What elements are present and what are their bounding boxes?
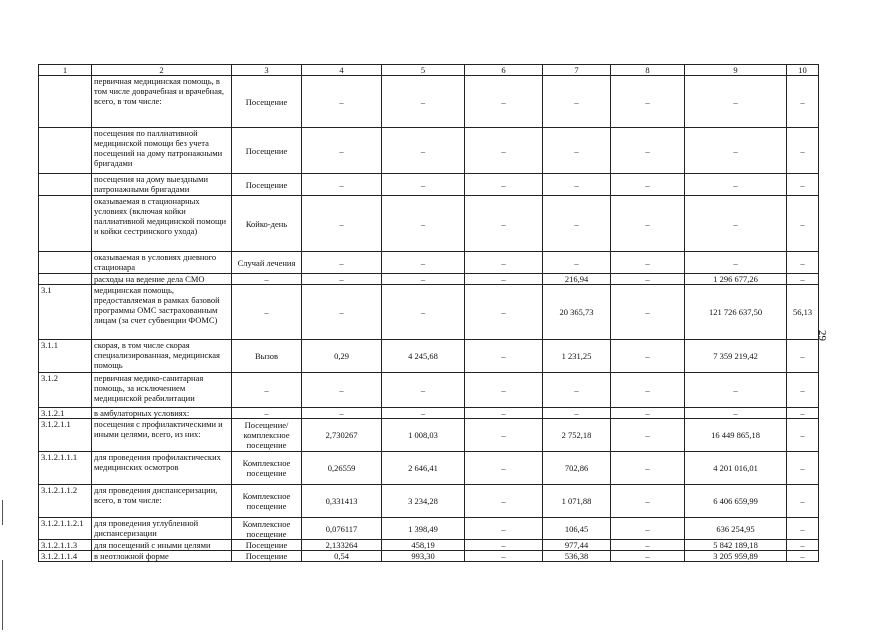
cell-col5: – [382, 128, 465, 174]
cell-unit: – [232, 274, 302, 285]
cell-name: скорая, в том числе скорая специализированная, медицинская помощь [92, 340, 232, 373]
cell-col4: – [302, 408, 382, 419]
cell-unit: Посещение [232, 76, 302, 128]
cell-col5: 4 245,68 [382, 340, 465, 373]
cell-col8: – [611, 551, 685, 562]
cell-col8: – [611, 340, 685, 373]
cell-name: в неотложной форме [92, 551, 232, 562]
cell-name: посещения с профилактическими и иными целями, всего, из них: [92, 419, 232, 452]
cell-col4: – [302, 196, 382, 252]
col-header-2: 2 [92, 65, 232, 76]
binding-edge [0, 0, 6, 640]
cell-col9: 1 296 677,26 [685, 274, 787, 285]
cell-col10: – [787, 419, 819, 452]
table-row [39, 174, 819, 196]
cell-col6: – [465, 419, 543, 452]
table-row [39, 419, 819, 452]
cell-name: для проведения диспансеризации, всего, в том числе: [92, 485, 232, 518]
cell-name: посещения на дому выездными патронажными бригадами [92, 174, 232, 196]
cell-name: расходы на ведение дела СМО [92, 274, 232, 285]
cell-col5: – [382, 252, 465, 274]
cell-name: в амбулаторных условиях: [92, 408, 232, 419]
col-header-6: 6 [465, 65, 543, 76]
cell-code: 3.1.2.1 [39, 408, 92, 419]
cell-name: оказываемая в условиях дневного стационара [92, 252, 232, 274]
cell-col6: – [465, 518, 543, 540]
table-row [39, 373, 819, 408]
header-row [39, 65, 819, 76]
cell-col8: – [611, 285, 685, 340]
cell-col6: – [465, 128, 543, 174]
cell-col4: 0,076117 [302, 518, 382, 540]
cell-col5: 458,19 [382, 540, 465, 551]
cell-col7: 106,45 [543, 518, 611, 540]
cell-col9: 636 254,95 [685, 518, 787, 540]
page-number: 29 [816, 330, 828, 341]
cell-col8: – [611, 373, 685, 408]
col-header-9: 9 [685, 65, 787, 76]
col-header-4: 4 [302, 65, 382, 76]
cell-unit: – [232, 285, 302, 340]
cell-col9: 6 406 659,99 [685, 485, 787, 518]
cell-code: 3.1.2 [39, 373, 92, 408]
cell-col9: – [685, 76, 787, 128]
cell-col10: – [787, 518, 819, 540]
cell-unit: Посещение [232, 128, 302, 174]
cell-unit: Посещение [232, 551, 302, 562]
cell-col10: – [787, 408, 819, 419]
cell-col4: – [302, 76, 382, 128]
cell-col8: – [611, 485, 685, 518]
cell-code: 3.1 [39, 285, 92, 340]
cell-col8: – [611, 518, 685, 540]
cell-col5: – [382, 76, 465, 128]
cell-col10: – [787, 196, 819, 252]
cell-col7: – [543, 252, 611, 274]
cell-col7: 702,86 [543, 452, 611, 485]
cell-col4: – [302, 274, 382, 285]
cell-col8: – [611, 274, 685, 285]
table-row [39, 408, 819, 419]
cell-col8: – [611, 252, 685, 274]
table-row [39, 518, 819, 540]
cell-col7: – [543, 373, 611, 408]
cell-code: 3.1.2.1.1 [39, 419, 92, 452]
cell-col8: – [611, 408, 685, 419]
cell-col7: 2 752,18 [543, 419, 611, 452]
col-header-10: 10 [787, 65, 819, 76]
cell-code [39, 274, 92, 285]
cell-code [39, 128, 92, 174]
cell-col5: 3 234,28 [382, 485, 465, 518]
cell-col7: 216,94 [543, 274, 611, 285]
col-header-7: 7 [543, 65, 611, 76]
cell-name: посещения по паллиативной медицинской помощи без учета посещений на дому патронажными бригадами [92, 128, 232, 174]
cell-col9: 16 449 865,18 [685, 419, 787, 452]
cell-col6: – [465, 174, 543, 196]
cell-col5: – [382, 196, 465, 252]
cell-col4: 0,26559 [302, 452, 382, 485]
cell-col9: – [685, 252, 787, 274]
cell-col8: – [611, 76, 685, 128]
cell-code: 3.1.1 [39, 340, 92, 373]
cell-col9: 3 205 959,89 [685, 551, 787, 562]
cell-col7: 20 365,73 [543, 285, 611, 340]
cell-col10: – [787, 340, 819, 373]
cell-col6: – [465, 485, 543, 518]
cell-name: для проведения углубленной диспансеризации [92, 518, 232, 540]
cell-col9: 121 726 637,50 [685, 285, 787, 340]
cell-unit: Вызов [232, 340, 302, 373]
table-row [39, 485, 819, 518]
cell-col6: – [465, 285, 543, 340]
cell-code [39, 174, 92, 196]
cell-col5: – [382, 174, 465, 196]
cell-unit: Посещение [232, 540, 302, 551]
cell-col6: – [465, 252, 543, 274]
cell-code [39, 196, 92, 252]
cell-col4: – [302, 128, 382, 174]
cell-col10: – [787, 174, 819, 196]
cell-col6: – [465, 452, 543, 485]
cell-col10: 56,13 [787, 285, 819, 340]
cell-col7: – [543, 408, 611, 419]
cell-col6: – [465, 340, 543, 373]
cell-col10: – [787, 252, 819, 274]
cell-col7: 977,44 [543, 540, 611, 551]
cell-col6: – [465, 408, 543, 419]
cell-unit: – [232, 373, 302, 408]
cell-col10: – [787, 485, 819, 518]
cell-col4: – [302, 252, 382, 274]
cell-col5: 1 398,49 [382, 518, 465, 540]
table-row [39, 340, 819, 373]
cell-col9: 4 201 016,01 [685, 452, 787, 485]
cell-name: для проведения профилактических медицинских осмотров [92, 452, 232, 485]
table-row [39, 76, 819, 128]
cell-unit: Комплексное посещение [232, 452, 302, 485]
cell-col7: 1 071,88 [543, 485, 611, 518]
cell-code: 3.1.2.1.1.3 [39, 540, 92, 551]
cell-code [39, 76, 92, 128]
cell-col9: – [685, 373, 787, 408]
cell-code [39, 252, 92, 274]
cell-name: оказываемая в стационарных условиях (включая койки паллиативной медицинской помощи и койки сестринского ухода) [92, 196, 232, 252]
cell-col9: – [685, 128, 787, 174]
cell-col10: – [787, 540, 819, 551]
cell-col9: – [685, 408, 787, 419]
cell-name: первичная медико-санитарная помощь, за исключением медицинской реабилитации [92, 373, 232, 408]
data-table [38, 64, 819, 562]
cell-col9: – [685, 174, 787, 196]
cell-col5: 993,30 [382, 551, 465, 562]
cell-col4: 2,730267 [302, 419, 382, 452]
cell-col4: – [302, 174, 382, 196]
cell-col8: – [611, 452, 685, 485]
cell-unit: Комплексное посещение [232, 518, 302, 540]
cell-col6: – [465, 274, 543, 285]
cell-code: 3.1.2.1.1.2 [39, 485, 92, 518]
cell-col4: – [302, 285, 382, 340]
cell-col9: – [685, 196, 787, 252]
cell-name: медицинская помощь, предоставляемая в рамках базовой программы ОМС застрахованным лицам (за счет субвенции ФОМС) [92, 285, 232, 340]
cell-col9: 5 842 189,18 [685, 540, 787, 551]
table-row [39, 452, 819, 485]
cell-col5: – [382, 274, 465, 285]
cell-col7: – [543, 174, 611, 196]
cell-code: 3.1.2.1.1.1 [39, 452, 92, 485]
cell-col5: – [382, 285, 465, 340]
table-row [39, 196, 819, 252]
cell-col6: – [465, 373, 543, 408]
table-row [39, 540, 819, 551]
col-header-1: 1 [39, 65, 92, 76]
cell-col9: 7 359 219,42 [685, 340, 787, 373]
cell-col8: – [611, 540, 685, 551]
cell-unit: Комплексное посещение [232, 485, 302, 518]
col-header-3: 3 [232, 65, 302, 76]
cell-name: для посещений с иными целями [92, 540, 232, 551]
cell-col8: – [611, 196, 685, 252]
cell-col4: 0,54 [302, 551, 382, 562]
cell-col10: – [787, 452, 819, 485]
cell-unit: Посещение/ комплексное посещение [232, 419, 302, 452]
cell-col7: – [543, 196, 611, 252]
cell-col7: – [543, 76, 611, 128]
cell-col6: – [465, 551, 543, 562]
cell-col7: 536,38 [543, 551, 611, 562]
cell-code: 3.1.2.1.1.4 [39, 551, 92, 562]
col-header-5: 5 [382, 65, 465, 76]
cell-unit: Койко-день [232, 196, 302, 252]
cell-col4: 0,29 [302, 340, 382, 373]
table-row [39, 551, 819, 562]
cell-col8: – [611, 174, 685, 196]
cell-unit: Посещение [232, 174, 302, 196]
table-row [39, 274, 819, 285]
cell-col7: – [543, 128, 611, 174]
cell-col4: – [302, 373, 382, 408]
cell-col8: – [611, 128, 685, 174]
cell-col10: – [787, 551, 819, 562]
cell-col10: – [787, 76, 819, 128]
cell-col10: – [787, 373, 819, 408]
cell-unit: – [232, 408, 302, 419]
cell-col5: – [382, 408, 465, 419]
table-row [39, 128, 819, 174]
cell-col8: – [611, 419, 685, 452]
cell-col4: 0,331413 [302, 485, 382, 518]
cell-code: 3.1.2.1.1.2.1 [39, 518, 92, 540]
cell-col5: – [382, 373, 465, 408]
cell-col10: – [787, 128, 819, 174]
cell-col6: – [465, 76, 543, 128]
table-row [39, 285, 819, 340]
cell-col10: – [787, 274, 819, 285]
table-row [39, 252, 819, 274]
cell-col4: 2,133264 [302, 540, 382, 551]
cell-name: первичная медицинская помощь, в том числе доврачебная и врачебная, всего, в том числе: [92, 76, 232, 128]
cell-col6: – [465, 540, 543, 551]
cell-col5: 1 008,03 [382, 419, 465, 452]
cell-col5: 2 646,41 [382, 452, 465, 485]
cell-unit: Случай лечения [232, 252, 302, 274]
cell-col6: – [465, 196, 543, 252]
cell-col7: 1 231,25 [543, 340, 611, 373]
col-header-8: 8 [611, 65, 685, 76]
